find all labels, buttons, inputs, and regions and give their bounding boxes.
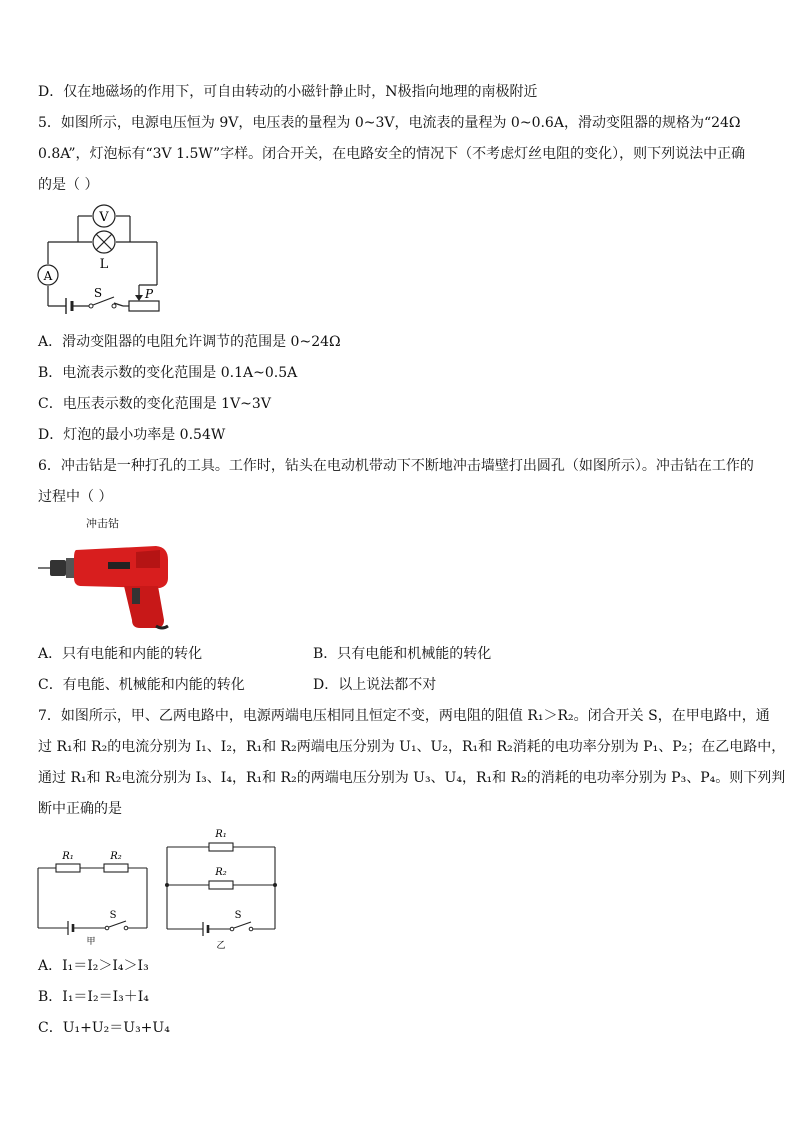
- slider-label: P: [145, 287, 154, 301]
- battery-icon: [66, 298, 72, 314]
- q6-option-d: D．以上说法都不对: [313, 677, 437, 693]
- battery-icon: [68, 921, 73, 935]
- series-circuit-diagram: [34, 842, 154, 948]
- impact-drill-image: [36, 538, 186, 630]
- q6-stem-line2: 过程中（ ）: [38, 489, 113, 505]
- q4-option-d: D．仅在地磁场的作用下，可自由转动的小磁针静止时，N极指向地理的南极附近: [38, 84, 538, 100]
- q7-stem-line1: 7．如图所示，甲、乙两电路中，电源两端电压相同且恒定不变，两电阻的阻值 R₁＞R₂。闭合开关 S，在甲电路中，通: [38, 708, 770, 724]
- q7-option-a: A．I₁＝I₂＞I₄＞I₃: [38, 958, 149, 974]
- r1-label: R₁: [62, 851, 74, 862]
- q5-stem-line2: 0.8A”，灯泡标有“3V 1.5W”字样。闭合开关，在电路安全的情况下（不考虑灯丝电阻的变化），则下列说法中正确: [38, 146, 746, 162]
- lamp-label: L: [99, 257, 109, 272]
- rheostat-icon: [129, 301, 159, 311]
- q7-option-c: C．U₁+U₂＝U₃+U₄: [38, 1020, 170, 1036]
- ammeter-label: A: [43, 269, 53, 283]
- q5-option-d: D．灯泡的最小功率是 0.54W: [38, 427, 226, 443]
- resistor-r2-icon: [209, 881, 233, 889]
- resistor-r1-icon: [56, 864, 80, 872]
- q6-stem-line1: 6．冲击钻是一种打孔的工具。工作时，钻头在电动机带动下不断地冲击墙壁打出圆孔（如图所示）。冲击钻在工作的: [38, 458, 754, 474]
- slider-arrow-icon: [135, 295, 143, 301]
- q5-option-b: B．电流表示数的变化范围是 0.1A~0.5A: [38, 365, 298, 381]
- switch-icon: [230, 922, 253, 931]
- q5-circuit-diagram: [34, 202, 164, 317]
- lamp-icon: [93, 231, 115, 253]
- r2-label: R₂: [110, 851, 122, 862]
- r1-label: R₁: [215, 829, 227, 840]
- resistor-r2-icon: [104, 864, 128, 872]
- q7-stem-line2: 过 R₁和 R₂的电流分别为 I₁、I₂，R₁和 R₂两端电压分别为 U₁、U₂，R₁和 R₂消耗的电功率分别为 P₁、P₂；在乙电路中，: [38, 739, 786, 755]
- resistor-r1-icon: [209, 843, 233, 851]
- switch-icon: [105, 921, 128, 930]
- voltmeter-label: V: [99, 210, 109, 225]
- q6-option-a: A．只有电能和内能的转化: [38, 646, 203, 662]
- q7-stem-line4: 断中正确的是: [38, 801, 122, 817]
- q6-option-c: C．有电能、机械能和内能的转化: [38, 677, 245, 693]
- switch-label: S: [93, 286, 103, 300]
- q5-option-a: A．滑动变阻器的电阻允许调节的范围是 0~24Ω: [38, 334, 341, 350]
- r2-label: R₂: [215, 867, 227, 878]
- q5-stem-line1: 5．如图所示，电源电压恒为 9V，电压表的量程为 0~3V，电流表的量程为 0~0.6A，滑动变阻器的规格为“24Ω: [38, 115, 741, 131]
- q5-option-c: C．电压表示数的变化范围是 1V~3V: [38, 396, 271, 412]
- switch-label: S: [109, 910, 117, 921]
- battery-icon: [203, 922, 208, 936]
- q5-stem-line3: 的是（ ）: [38, 177, 99, 193]
- q7-stem-line3: 通过 R₁和 R₂电流分别为 I₃、I₄，R₁和 R₂的两端电压分别为 U₃、U₄，R₁和 R₂的消耗的电功率分别为 P₃、P₄。则下列判: [38, 770, 786, 786]
- q6-option-b: B．只有电能和机械能的转化: [313, 646, 492, 662]
- drill-caption: 冲击钻: [86, 517, 119, 530]
- circuit-jia-label: 甲: [86, 937, 96, 947]
- q7-option-b: B．I₁＝I₂＝I₃＋I₄: [38, 989, 149, 1005]
- circuit-yi-label: 乙: [216, 941, 226, 951]
- parallel-circuit-diagram: [163, 823, 281, 953]
- switch-label: S: [234, 910, 242, 921]
